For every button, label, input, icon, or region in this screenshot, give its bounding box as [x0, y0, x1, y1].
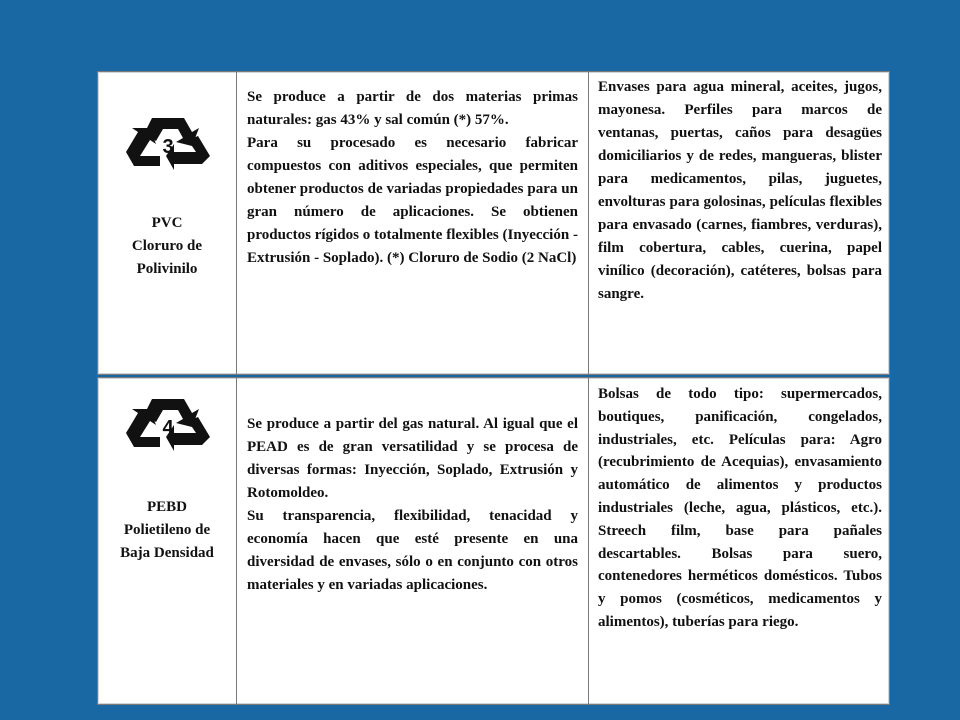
pvc-name-line-3: Polivinilo: [136, 261, 198, 277]
pvc-row: [97, 71, 890, 375]
pvc-description-p1: Se produce a partir de dos materias primas naturales: gas 43% y sal común (*) 57%.: [247, 89, 578, 128]
svg-text:4: 4: [162, 417, 174, 439]
svg-text:3: 3: [162, 136, 174, 158]
pebd-description-p1: Se produce a partir del gas natural. Al igual que el PEAD es de gran versatilidad y se procesa de diversas formas: Inyección, Soplado, Extrusión y Rotomoldeo.: [247, 416, 578, 501]
pebd-name-line-2: Polietileno de: [123, 522, 211, 538]
pebd-name-line-3: Baja Densidad: [120, 545, 214, 561]
pebd-name: [102, 496, 232, 565]
pebd-uses-cell: [589, 378, 889, 704]
pvc-name: [102, 212, 232, 281]
pebd-row: [97, 377, 890, 705]
pvc-uses-text: Envases para agua mineral, aceites, jugos, mayonesa. Perfiles para marcos de ventanas, puertas, caños para desagües domiciliarios y de redes, mangueras, blister para medicamentos, pilas, juguetes, envolturas para golosinas, películas flexibles para envasado (carnes, fiambres, verduras), film cobertura, cables, cuerina, papel vinílico (decoración), catéteres, bolsas para sangre.: [598, 79, 882, 302]
recycling-3-icon: [122, 112, 214, 172]
pvc-description-cell: [237, 72, 589, 374]
pebd-uses-text: Bolsas de todo tipo: supermercados, boutiques, panificación, congelados, industriales, etc. Películas para: Agro (recubrimiento de Acequias), envasamiento automático de alimentos y productos industriales (leche, agua, plásticos, etc.). Streech film, base para pañales descartables. Bolsas para suero, contenedores herméticos domésticos. Tubos y pomos (cosméticos, medicamentos y alimentos), tuberías para riego.: [598, 386, 882, 630]
pvc-description-p2: Para su procesado es necesario fabricar compuestos con aditivos especiales, que permiten obtener productos de variadas propiedades para un gran número de aplicaciones. Se obtienen productos rígidos o totalmente flexibles (Inyección - Extrusión - Soplado). (*) Cloruro de Sodio (2 NaCl): [247, 135, 578, 266]
pvc-name-cell: [98, 72, 237, 374]
pvc-name-line-2: Cloruro de: [131, 238, 203, 254]
pvc-uses-cell: [589, 72, 889, 374]
pebd-abbr: PEBD: [146, 499, 187, 515]
recycling-4-icon: [122, 393, 214, 453]
pebd-name-cell: [98, 378, 237, 704]
pebd-description-cell: [237, 378, 589, 704]
pvc-abbr: PVC: [151, 215, 183, 231]
pebd-description-p2: Su transparencia, flexibilidad, tenacidad y economía hacen que esté presente en una diversidad de envases, sólo o en conjunto con otros materiales y en variadas aplicaciones.: [247, 508, 578, 593]
